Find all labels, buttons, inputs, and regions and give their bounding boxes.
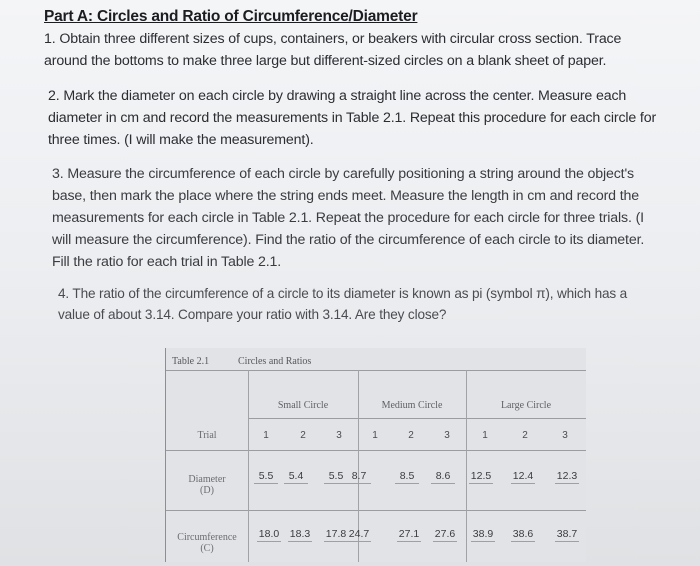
data-table bbox=[165, 348, 586, 562]
row-label-circumference-symbol: (C) bbox=[200, 543, 214, 554]
trial-cell: 1 bbox=[263, 430, 269, 441]
circumference-cell: 27.1 bbox=[394, 528, 424, 540]
trial-cell: 1 bbox=[372, 430, 378, 441]
diameter-cell: 5.5 bbox=[321, 470, 351, 482]
trial-cell: 2 bbox=[408, 430, 414, 441]
circumference-cell: 18.3 bbox=[285, 528, 315, 540]
diameter-cell: 5.4 bbox=[281, 470, 311, 482]
circumference-cell: 17.8 bbox=[321, 528, 351, 540]
instruction-2: 2. Mark the diameter on each circle by drawing a straight line across the center. Measure each diameter in cm and record the measurements in Table 2.1. Repeat this procedure for each circle for three times. (I will make the measurement). bbox=[48, 88, 657, 148]
instruction-3: 3. Measure the circumference of each circle by carefully positioning a string around the object's base, then mark the place where the string ends meet. Measure the length in cm and record the measurements for each circle in Table 2.1. Repeat the procedure for each circle for three trials. (I will measure the circumference). Find the ratio of the circumference of each circle to its diameter. Fill the ratio for each trial in Table 2.1. bbox=[52, 166, 645, 270]
instruction-1: 1. Obtain three different sizes of cups, containers, or beakers with circular cross section. Trace around the bottoms to make three large but different-sized circles on a blank sheet of paper. bbox=[44, 31, 622, 69]
table-rule bbox=[466, 370, 467, 562]
table-rule bbox=[166, 370, 586, 371]
circumference-cell: 38.6 bbox=[508, 528, 538, 540]
circumference-cell: 38.9 bbox=[468, 528, 498, 540]
diameter-cell: 12.4 bbox=[508, 470, 538, 482]
trial-cell: 2 bbox=[522, 430, 528, 441]
row-label-trial: Trial bbox=[197, 430, 217, 441]
circumference-cell: 38.7 bbox=[552, 528, 582, 540]
table-rule bbox=[166, 510, 586, 511]
diameter-cell: 12.5 bbox=[466, 470, 496, 482]
row-label-circumference: Circumference bbox=[177, 532, 237, 543]
diameter-cell: 12.3 bbox=[552, 470, 582, 482]
row-label-diameter: Diameter bbox=[188, 474, 226, 485]
circumference-cell: 27.6 bbox=[430, 528, 460, 540]
trial-cell: 1 bbox=[482, 430, 488, 441]
circumference-cell: 24.7 bbox=[344, 528, 374, 540]
row-label-diameter-symbol: (D) bbox=[200, 485, 214, 496]
group-header-small: Small Circle bbox=[277, 400, 329, 411]
table-rule bbox=[248, 418, 586, 419]
table-grid bbox=[166, 370, 586, 562]
instruction-4: 4. The ratio of the circumference of a circle to its diameter is known as pi (symbol π), which has a value of about 3.14. Compare your ratio with 3.14. Are they close? bbox=[58, 286, 628, 322]
diameter-cell: 8.5 bbox=[392, 470, 422, 482]
table-rule bbox=[248, 370, 249, 562]
trial-cell: 2 bbox=[300, 430, 306, 441]
diameter-cell: 5.5 bbox=[251, 470, 281, 482]
table-caption-title: Circles and Ratios bbox=[238, 356, 312, 367]
circumference-cell: 18.0 bbox=[254, 528, 284, 540]
section-title: Part A: Circles and Ratio of Circumference/Diameter bbox=[44, 8, 418, 25]
group-header-large: Large Circle bbox=[500, 400, 552, 411]
diameter-cell: 8.7 bbox=[344, 470, 374, 482]
table-rule bbox=[166, 450, 586, 451]
trial-cell: 3 bbox=[336, 430, 342, 441]
diameter-cell: 8.6 bbox=[428, 470, 458, 482]
trial-cell: 3 bbox=[444, 430, 450, 441]
table-caption-number: Table 2.1 bbox=[172, 356, 210, 367]
trial-cell: 3 bbox=[562, 430, 568, 441]
group-header-medium: Medium Circle bbox=[381, 400, 443, 411]
